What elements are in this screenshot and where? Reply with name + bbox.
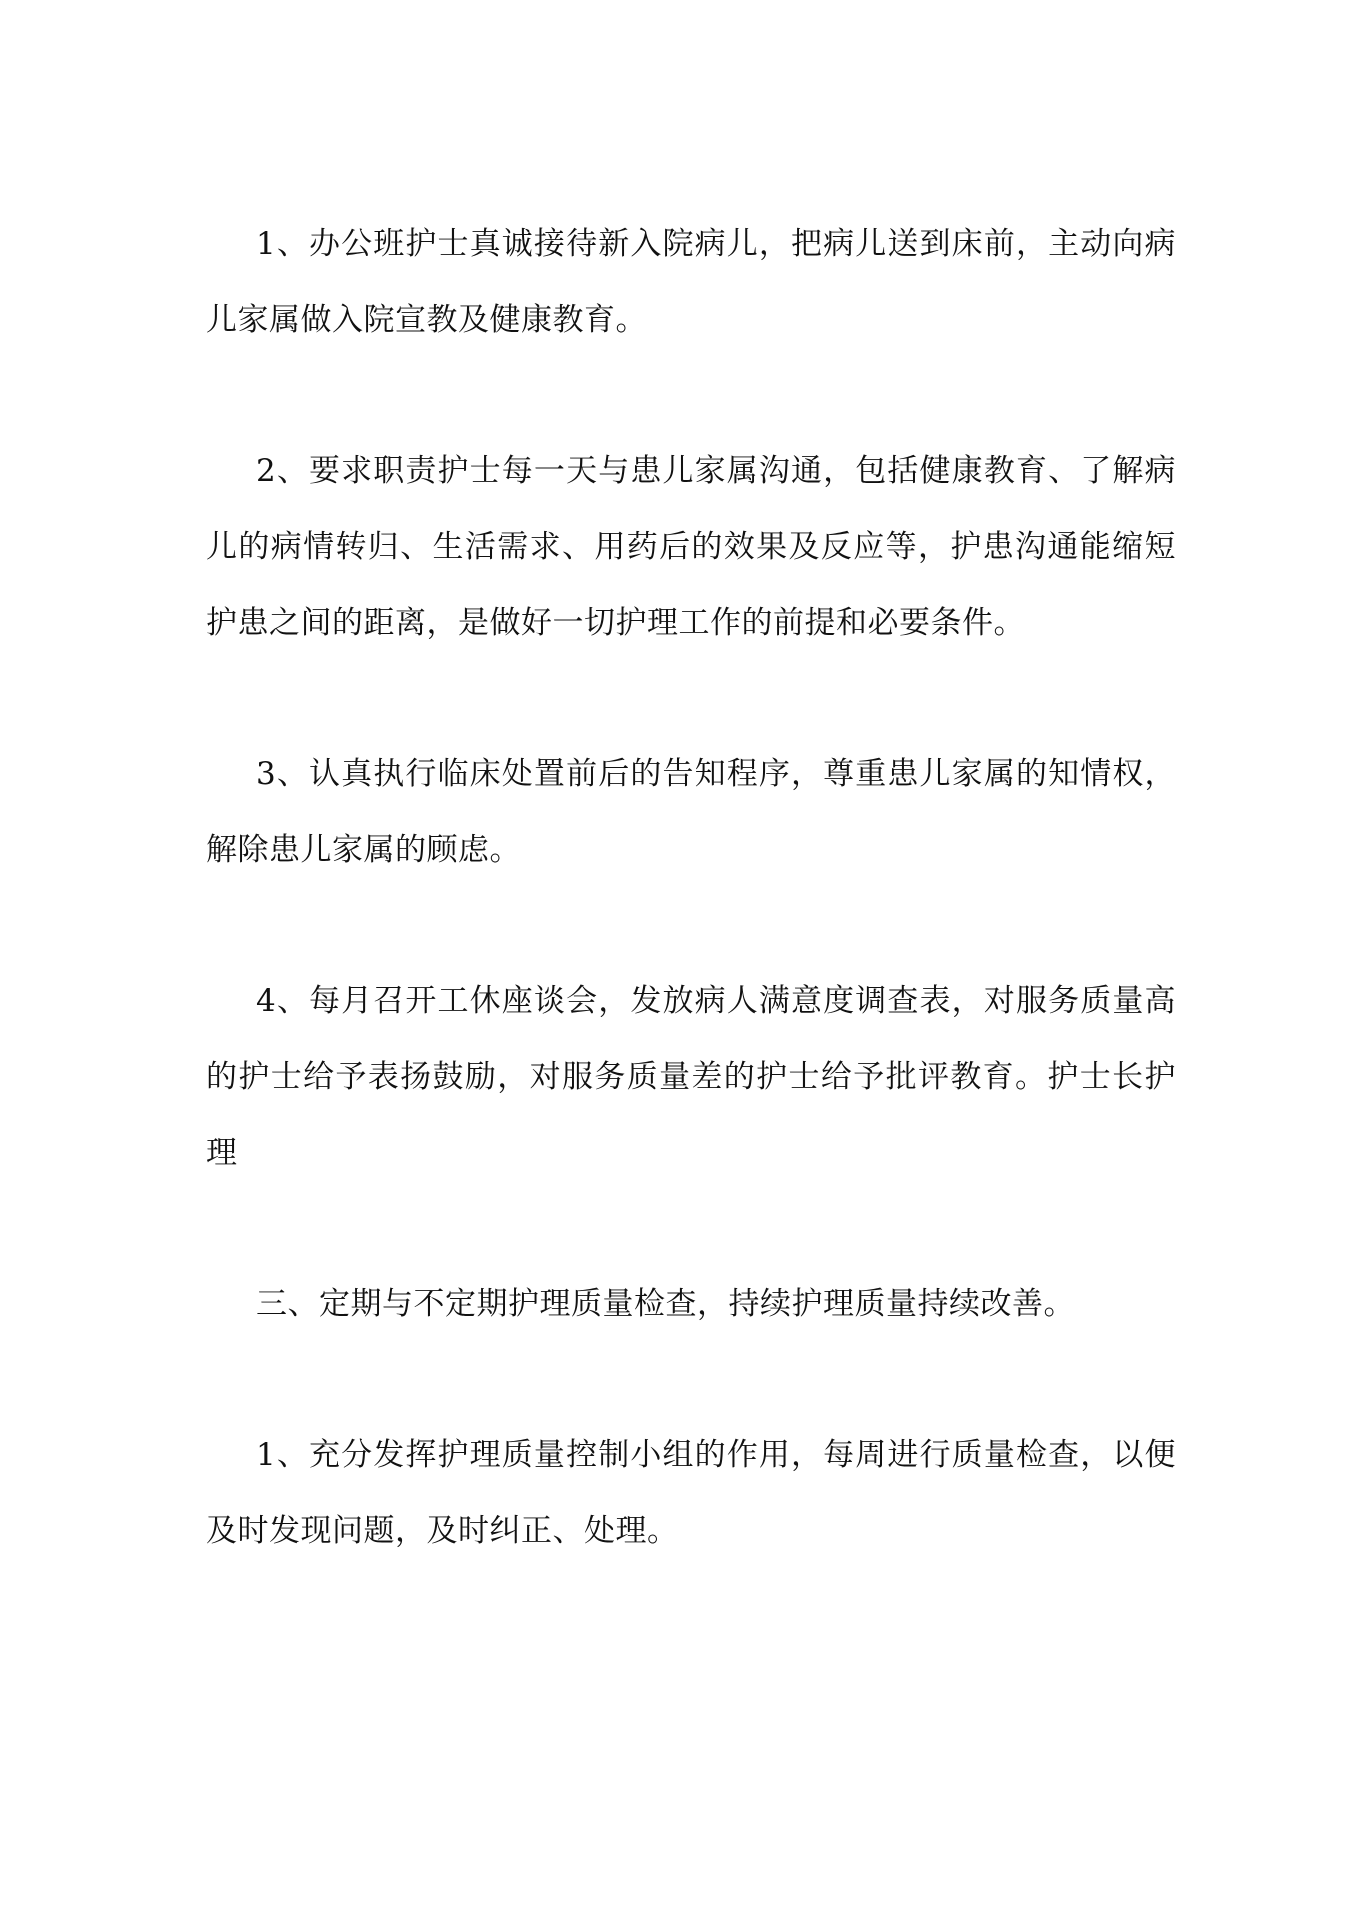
paragraph-spacer <box>206 1191 1176 1266</box>
paragraph-meeting: 4、每月召开工休座谈会，发放病人满意度调查表，对服务质量高的护士给予表扬鼓励，对服务质量差的护士给予批评教育。护士长护理 <box>206 983 1176 1171</box>
paragraph-quality-control: 1、充分发挥护理质量控制小组的作用，每周进行质量检查，以便及时发现问题，及时纠正、处理。 <box>206 1437 1176 1549</box>
paragraph-spacer <box>206 1342 1176 1417</box>
paragraph-notification: 3、认真执行临床处置前后的告知程序，尊重患儿家属的知情权，解除患儿家属的顾虑。 <box>206 756 1176 868</box>
paragraph-spacer <box>206 661 1176 736</box>
section-heading-quality-check: 三、定期与不定期护理质量检查，持续护理质量持续改善。 <box>256 1286 1075 1322</box>
paragraph-spacer <box>206 888 1176 963</box>
document-body <box>206 206 1176 1569</box>
paragraph-intake: 1、办公班护士真诚接待新入院病儿，把病儿送到床前，主动向病儿家属做入院宣教及健康教育。 <box>206 226 1176 338</box>
paragraph-communication: 2、要求职责护士每一天与患儿家属沟通，包括健康教育、了解病儿的病情转归、生活需求、用药后的效果及反应等，护患沟通能缩短护患之间的距离，是做好一切护理工作的前提和必要条件。 <box>206 453 1176 641</box>
paragraph-spacer <box>206 358 1176 433</box>
